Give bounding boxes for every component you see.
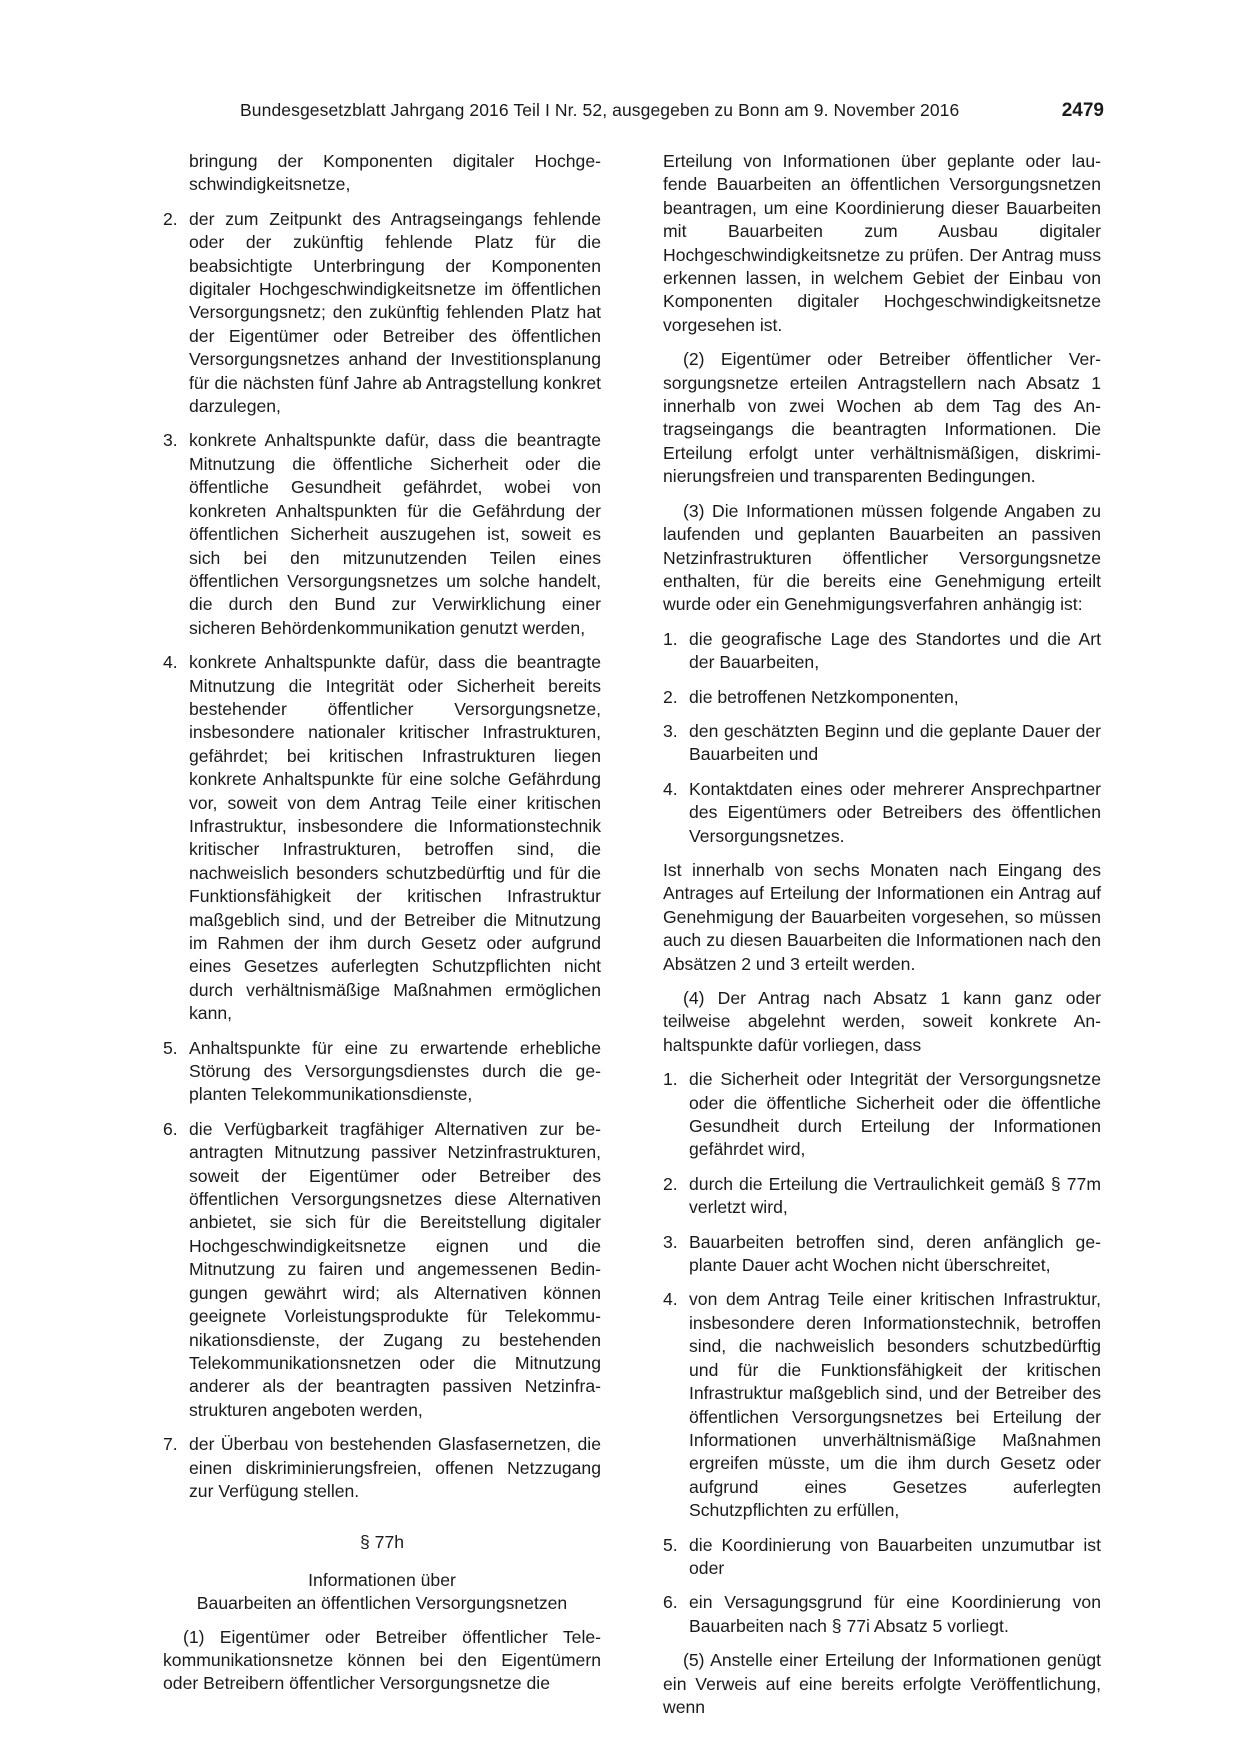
list-item <box>163 1433 601 1503</box>
list-item <box>663 1068 1101 1162</box>
list-item-number: 7. <box>163 1434 178 1455</box>
list-item-number: 3. <box>663 1231 678 1252</box>
paragraph-3: (3) Die Informationen müssen folgende Angaben zu laufenden und geplanten Bauarbeiten an passiven Netzinfrastrukturen öffentlicher Versorgungsnetze enthalten, für die bereits eine Genehmigung erteilt wurde oder ein Genehmigungsverfahren anhängig ist: <box>663 500 1101 615</box>
list-item-text: Bauarbeiten betroffen sind, deren anfänglich geplante Dauer acht Wochen nicht überschreitet, <box>689 1231 1101 1276</box>
list-item-number: 2. <box>163 208 178 229</box>
list-item <box>163 208 601 419</box>
list-item-number: 4. <box>663 1289 678 1310</box>
list-item-number: 3. <box>663 720 678 741</box>
list-item-number: 6. <box>663 1592 678 1613</box>
list-item <box>163 429 601 640</box>
list-item-text: Kontaktdaten eines oder mehrerer Ansprechpartner des Eigentümers oder Betreibers des öffentlichen Versorgungsnetzes. <box>689 778 1101 846</box>
right-column <box>663 150 1101 1730</box>
list-item <box>663 778 1101 848</box>
list-item <box>663 628 1101 675</box>
paragraph-2: (2) Eigentümer oder Betreiber öffentlicher Versorgungsnetze erteilen Antragstellern nach Absatz 1 innerhalb von zwei Wochen ab dem Tag des Antragseingangs die beantragten Informationen. Die Erteilung erfolgt unter verhältnismäßigen, diskriminierungsfreien und transparenten Bedingungen. <box>663 349 1101 487</box>
list-item-number: 3. <box>163 430 178 451</box>
list-item <box>663 1231 1101 1278</box>
list-item-text: von dem Antrag Teile einer kritischen Infrastruktur, insbesondere deren Informationstechnik, betroffen sind, die nachweislich besonders schutzbedürftig und für die Funktionsfähigkeit der kritischen Infrastruktur maßgeblich sind, und der Betreiber des öffentlichen Versorgungsnetzes bei Erteilung der Informationen unverhältnismäßige Maßnahmen ergreifen müsste, um die ihm durch Gesetz oder aufgrund eines Gesetzes auferlegten Schutzpflichten zu erfüllen, <box>689 1289 1101 1521</box>
paragraph-3-note: Ist innerhalb von sechs Monaten nach Eingang des Antrages auf Erteilung der Informationen ein Antrag auf Genehmigung der Bauarbeiten vorgesehen, so müssen auch zu diesen Bauarbeiten die Informationen nach den Absätzen 2 und 3 erteilt werden. <box>663 859 1101 974</box>
section-title-line: Informationen über <box>308 1569 456 1590</box>
paragraph-5: (5) Anstelle einer Erteilung der Informationen genügt ein Verweis auf eine bereits erfolgte Veröffentlichung, wenn <box>663 1650 1101 1717</box>
list-item-text: die betroffenen Netzkomponenten, <box>689 686 959 707</box>
list-item <box>663 1534 1101 1581</box>
list-item-number: 4. <box>663 778 678 799</box>
list-item-number: 5. <box>163 1037 178 1058</box>
list-item-number: 5. <box>663 1534 678 1555</box>
list-item-number: 1. <box>663 628 678 649</box>
paragraph-continuation: Erteilung von Informationen über geplante oder laufende Bauarbeiten an öffentlichen Versorgungsnetzen beantragen, um eine Koordinierung dieser Bauarbeiten mit Bauarbeiten zum Ausbau digitaler Hochgeschwindigkeitsnetze zu prüfen. Der Antrag muss erkennen lassen, in welchem Gebiet der Einbau von Komponenten digitaler Hochgeschwindigkeitsnetze vorgesehen ist. <box>663 151 1101 335</box>
section-number: § 77h <box>359 1532 405 1553</box>
list-item <box>663 1173 1101 1220</box>
list-item-number: 6. <box>163 1118 178 1139</box>
list-item-text: ein Versagungsgrund für eine Koordinierung von Bauarbeiten nach § 77i Absatz 5 vorliegt. <box>689 1592 1101 1636</box>
list-item-text: die geografische Lage des Standortes und die Art der Bauarbeiten, <box>689 628 1101 673</box>
section-title <box>163 1569 601 1616</box>
list-item <box>663 1288 1101 1522</box>
list-item-number: 2. <box>663 686 678 707</box>
list-item-text: konkrete Anhaltspunkte dafür, dass die beantragte Mitnutzung die öffentliche Sicherheit oder die öffentliche Gesundheit gefährdet, wobei von konkreten Anhaltspunkten für die Gefährdung der öffentlichen Sicherheit auszugehen ist, soweit es sich bei den mitzunutzenden Teilen eines öffentlichen Versorgungsnetzes um solche handelt, die durch den Bund zur Verwirklichung einer sicheren Behördenkommunikation genutzt werden, <box>189 430 601 638</box>
list-item-text: Anhaltspunkte für eine zu erwartende erhebliche Störung des Versorgungsdienstes durch die geplanten Telekommunikationsdienste, <box>189 1037 601 1105</box>
list-item-number: 1. <box>663 1069 678 1090</box>
section-title-line: Bauarbeiten an öffentlichen Versorgungsnetzen <box>196 1593 568 1614</box>
paragraph-1: (1) Eigentümer oder Betreiber öffentlicher Telekommunikationsnetze können bei den Eigentümern oder Betreibern öffentlicher Versorgungsnetze die <box>163 1626 601 1694</box>
list-item <box>163 651 601 1026</box>
page-number: 2479 <box>1061 100 1104 121</box>
list-item-text: der zum Zeitpunkt des Antragseingangs fehlende oder der zukünftig fehlende Platz für die beabsichtigte Unterbringung der Komponenten digitaler Hochgeschwindigkeitsnetze im öffentlichen Versorgungsnetz; den zukünftig fehlenden Platz hat der Eigentümer oder Betreiber des öffentlichen Versorgungsnetzes anhand der Investitionsplanung für die nächsten fünf Jahre ab Antragstellung konkret darzulegen, <box>189 208 601 417</box>
list-item <box>163 1037 601 1107</box>
list-item-number: 4. <box>163 652 178 673</box>
list-item <box>663 720 1101 767</box>
gazette-title: Bundesgesetzblatt Jahrgang 2016 Teil I Nr. 52, ausgegeben zu Bonn am 9. November 2016 <box>240 100 960 120</box>
list-item-text: der Überbau von bestehenden Glasfasernetzen, die einen diskriminierungsfreien, offenen Netzzugang zur Verfügung stellen. <box>189 1434 601 1501</box>
paragraph-4: (4) Der Antrag nach Absatz 1 kann ganz oder teilweise abgelehnt werden, soweit konkrete Anhaltspunkte dafür vorliegen, dass <box>663 988 1101 1055</box>
list-item-text: die Sicherheit oder Integrität der Versorgungsnetze oder die öffentliche Sicherheit oder die öffentliche Gesundheit durch Erteilung der Informationen gefährdet wird, <box>689 1069 1101 1160</box>
list-item-text: die Koordinierung von Bauarbeiten unzumutbar ist oder <box>689 1534 1101 1578</box>
list-item-text: die Verfügbarkeit tragfähiger Alternativen zur beantragten Mitnutzung passiver Netzinfrastrukturen, soweit der Eigentümer oder Betreiber des öffentlichen Versorgungsnetzes diese Alternativen anbietet, sie sich für die Bereitstellung digitaler Hochgeschwindigkeitsnetze eignen und die Mitnutzung zu fairen und angemessenen Bedingungen gewährt wird; als Alternativen können geeignete Vorleistungsprodukte für Telekommunikationsdienste, der Zugang zu bestehenden Telekommunikationsnetzen oder die Mitnutzung anderer als der beantragten passiven Netzinfrastrukturen angeboten werden, <box>189 1118 601 1420</box>
list-item <box>663 686 1101 709</box>
list-item-number: 2. <box>663 1173 678 1194</box>
list-item-text: den geschätzten Beginn und die geplante Dauer der Bauarbeiten und <box>689 720 1101 765</box>
list-item-continuation: bringung der Komponenten digitaler Hochgeschwindigkeitsnetze, <box>189 151 601 195</box>
list-item-text: konkrete Anhaltspunkte dafür, dass die beantragte Mitnutzung die Integrität oder Sicherheit bereits bestehender öffentlicher Versorgungsnetze, insbesondere nationaler kritischer Infrastrukturen, gefährdet; bei kritischen Infrastrukturen liegen konkrete Anhaltspunkte für eine solche Gefährdung vor, soweit von dem Antrag Teile einer kritischen Infrastruktur, insbesondere die Informationstechnik kritischer Infrastrukturen, betroffen sind, die nachweislich besonders schutzbedürftig und für die Funktionsfähigkeit der kritischen Infrastruktur maßgeblich sind, und der Betreiber die Mitnutzung im Rahmen der ihm durch Gesetz oder aufgrund eines Gesetzes auferlegten Schutzpflichten nicht durch verhältnismäßige Maßnahmen ermöglichen kann, <box>189 652 601 1024</box>
left-column <box>163 150 601 1707</box>
list-item <box>163 1118 601 1422</box>
list-item-text: durch die Erteilung die Vertraulichkeit gemäß § 77m verletzt wird, <box>689 1173 1101 1218</box>
list-item <box>663 1591 1101 1638</box>
page-header <box>240 100 1104 130</box>
